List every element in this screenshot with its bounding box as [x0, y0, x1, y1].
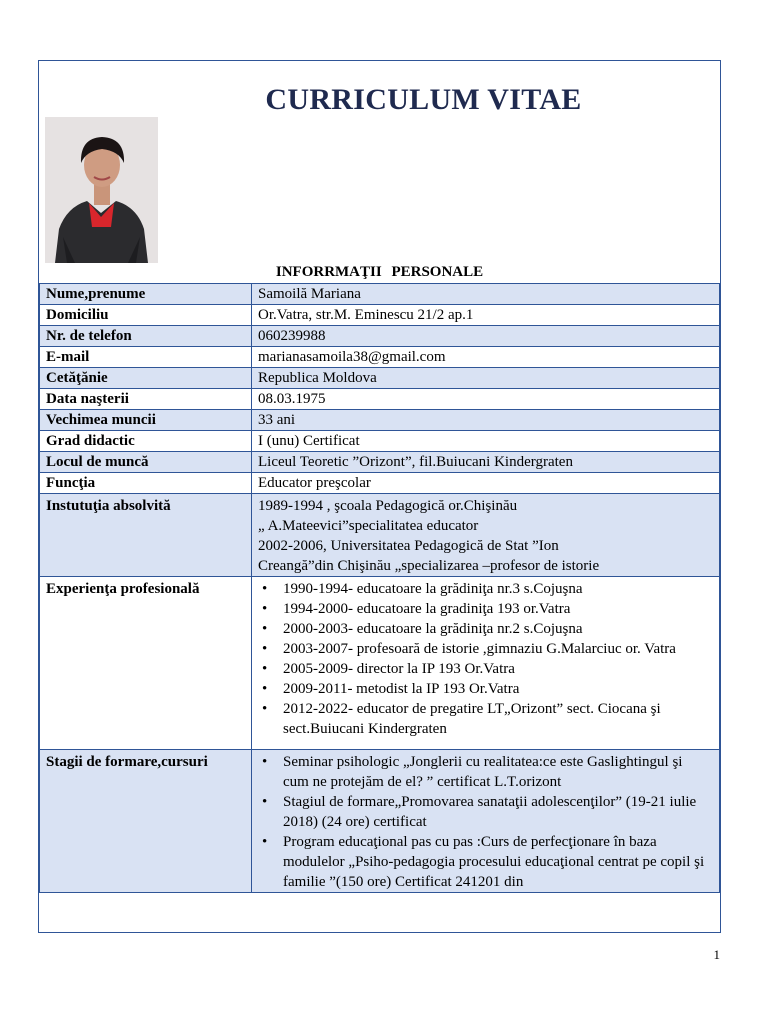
- section-heading: INFORRMAŢII PERSONALE: [275, 264, 484, 280]
- row-label: Funcţia: [40, 473, 252, 494]
- row-value: 060239988: [252, 326, 720, 347]
- education-line: „ A.Mateevici”specialitatea educator: [258, 518, 479, 534]
- list-item: • 1994-2000- educatoare la gradiniţa 193 or.Vatra: [282, 599, 711, 619]
- row-value: Or.Vatra, str.M. Eminescu 21/2 ap.1: [252, 305, 720, 326]
- row-label: Nume,prenume: [40, 284, 252, 305]
- row-value: I (unu) Certificat: [252, 431, 720, 452]
- table-row: [40, 452, 720, 473]
- profile-photo: [45, 117, 158, 263]
- experience-value: [252, 577, 720, 750]
- table-row: [40, 431, 720, 452]
- row-value: Liceul Teoretic ”Orizont”, fil.Buiucani Kindergraten: [252, 452, 720, 473]
- list-item: • 2012-2022- educator de pregatire LT„Orizont” sect. Ciocana şi sect.Buiucani Kindergraten: [282, 699, 711, 739]
- row-value: Samoilă Mariana: [252, 284, 720, 305]
- experience-row: [40, 577, 720, 750]
- page-title: CURRICULUM VITAE: [265, 83, 582, 116]
- table-row: [40, 326, 720, 347]
- list-item: • 2009-2011- metodist la IP 193 Or.Vatra: [282, 679, 711, 699]
- education-line: 2002-2006, Universitatea Pedagogică de Stat ”Ion: [258, 538, 559, 554]
- education-row: [40, 494, 720, 577]
- education-line: 1989-1994 , şcoala Pedagogică or.Chişinău: [258, 498, 518, 514]
- table-row: [40, 368, 720, 389]
- row-value: 33 ani: [252, 410, 720, 431]
- row-value: Educator preşcolar: [252, 473, 720, 494]
- table-row: [40, 284, 720, 305]
- list-item: • 1990-1994- educatoare la grădiniţa nr.3 s.Cojuşna: [282, 579, 711, 599]
- table-row: [40, 347, 720, 368]
- row-label: Instutuţia absolvită: [40, 494, 252, 577]
- row-label: Nr. de telefon: [40, 326, 252, 347]
- list-item: • 2005-2009- director la IP 193 Or.Vatra: [282, 659, 711, 679]
- personal-info-table: [39, 283, 720, 893]
- education-line: Creangă”din Chişinău „specializarea –profesor de istorie: [258, 558, 600, 574]
- list-item: • 2000-2003- educatoare la grădiniţa nr.2 s.Cojuşna: [282, 619, 711, 639]
- row-label: Experienţa profesională: [40, 577, 252, 750]
- table-row: [40, 473, 720, 494]
- row-value: 08.03.1975: [252, 389, 720, 410]
- row-label: E-mail: [40, 347, 252, 368]
- cv-frame: [38, 60, 721, 933]
- table-row: [40, 410, 720, 431]
- row-value: Republica Moldova: [252, 368, 720, 389]
- table-row: [40, 389, 720, 410]
- training-row: [40, 750, 720, 893]
- list-item: • 2003-2007- profesoară de istorie ,gimnaziu G.Malarciuc or. Vatra: [282, 639, 711, 659]
- row-label: Data naşterii: [40, 389, 252, 410]
- table-row: [40, 305, 720, 326]
- list-item: • Stagiul de formare„Promovarea sanataţii adolescenţilor” (19-21 iulie 2018) (24 ore) certificat: [282, 792, 711, 832]
- list-item: • Seminar psihologic „Jonglerii cu realitatea:ce este Gaslightingul şi cum ne protejăm de el? ” certificat L.T.orizont: [282, 752, 711, 792]
- education-value: [252, 494, 720, 577]
- list-item: • Program educaţional pas cu pas :Curs de perfecţionare în baza modulelor „Psiho-pedagogia procesului educaţional centrat pe copil şi familie ”(150 ore) Certificat 241201 din: [282, 832, 711, 892]
- training-list: [258, 752, 711, 892]
- row-label: Stagii de formare,cursuri: [40, 750, 252, 893]
- row-label: Cetăţănie: [40, 368, 252, 389]
- row-label: Grad didactic: [40, 431, 252, 452]
- row-label: Vechimea muncii: [40, 410, 252, 431]
- training-value: [252, 750, 720, 893]
- row-label: Locul de muncă: [40, 452, 252, 473]
- experience-list: [258, 579, 711, 739]
- row-label: Domiciliu: [40, 305, 252, 326]
- email-value[interactable]: marianasamoila38@gmail.com: [252, 347, 720, 368]
- cv-header: [39, 61, 720, 283]
- page-number: 1: [713, 947, 720, 962]
